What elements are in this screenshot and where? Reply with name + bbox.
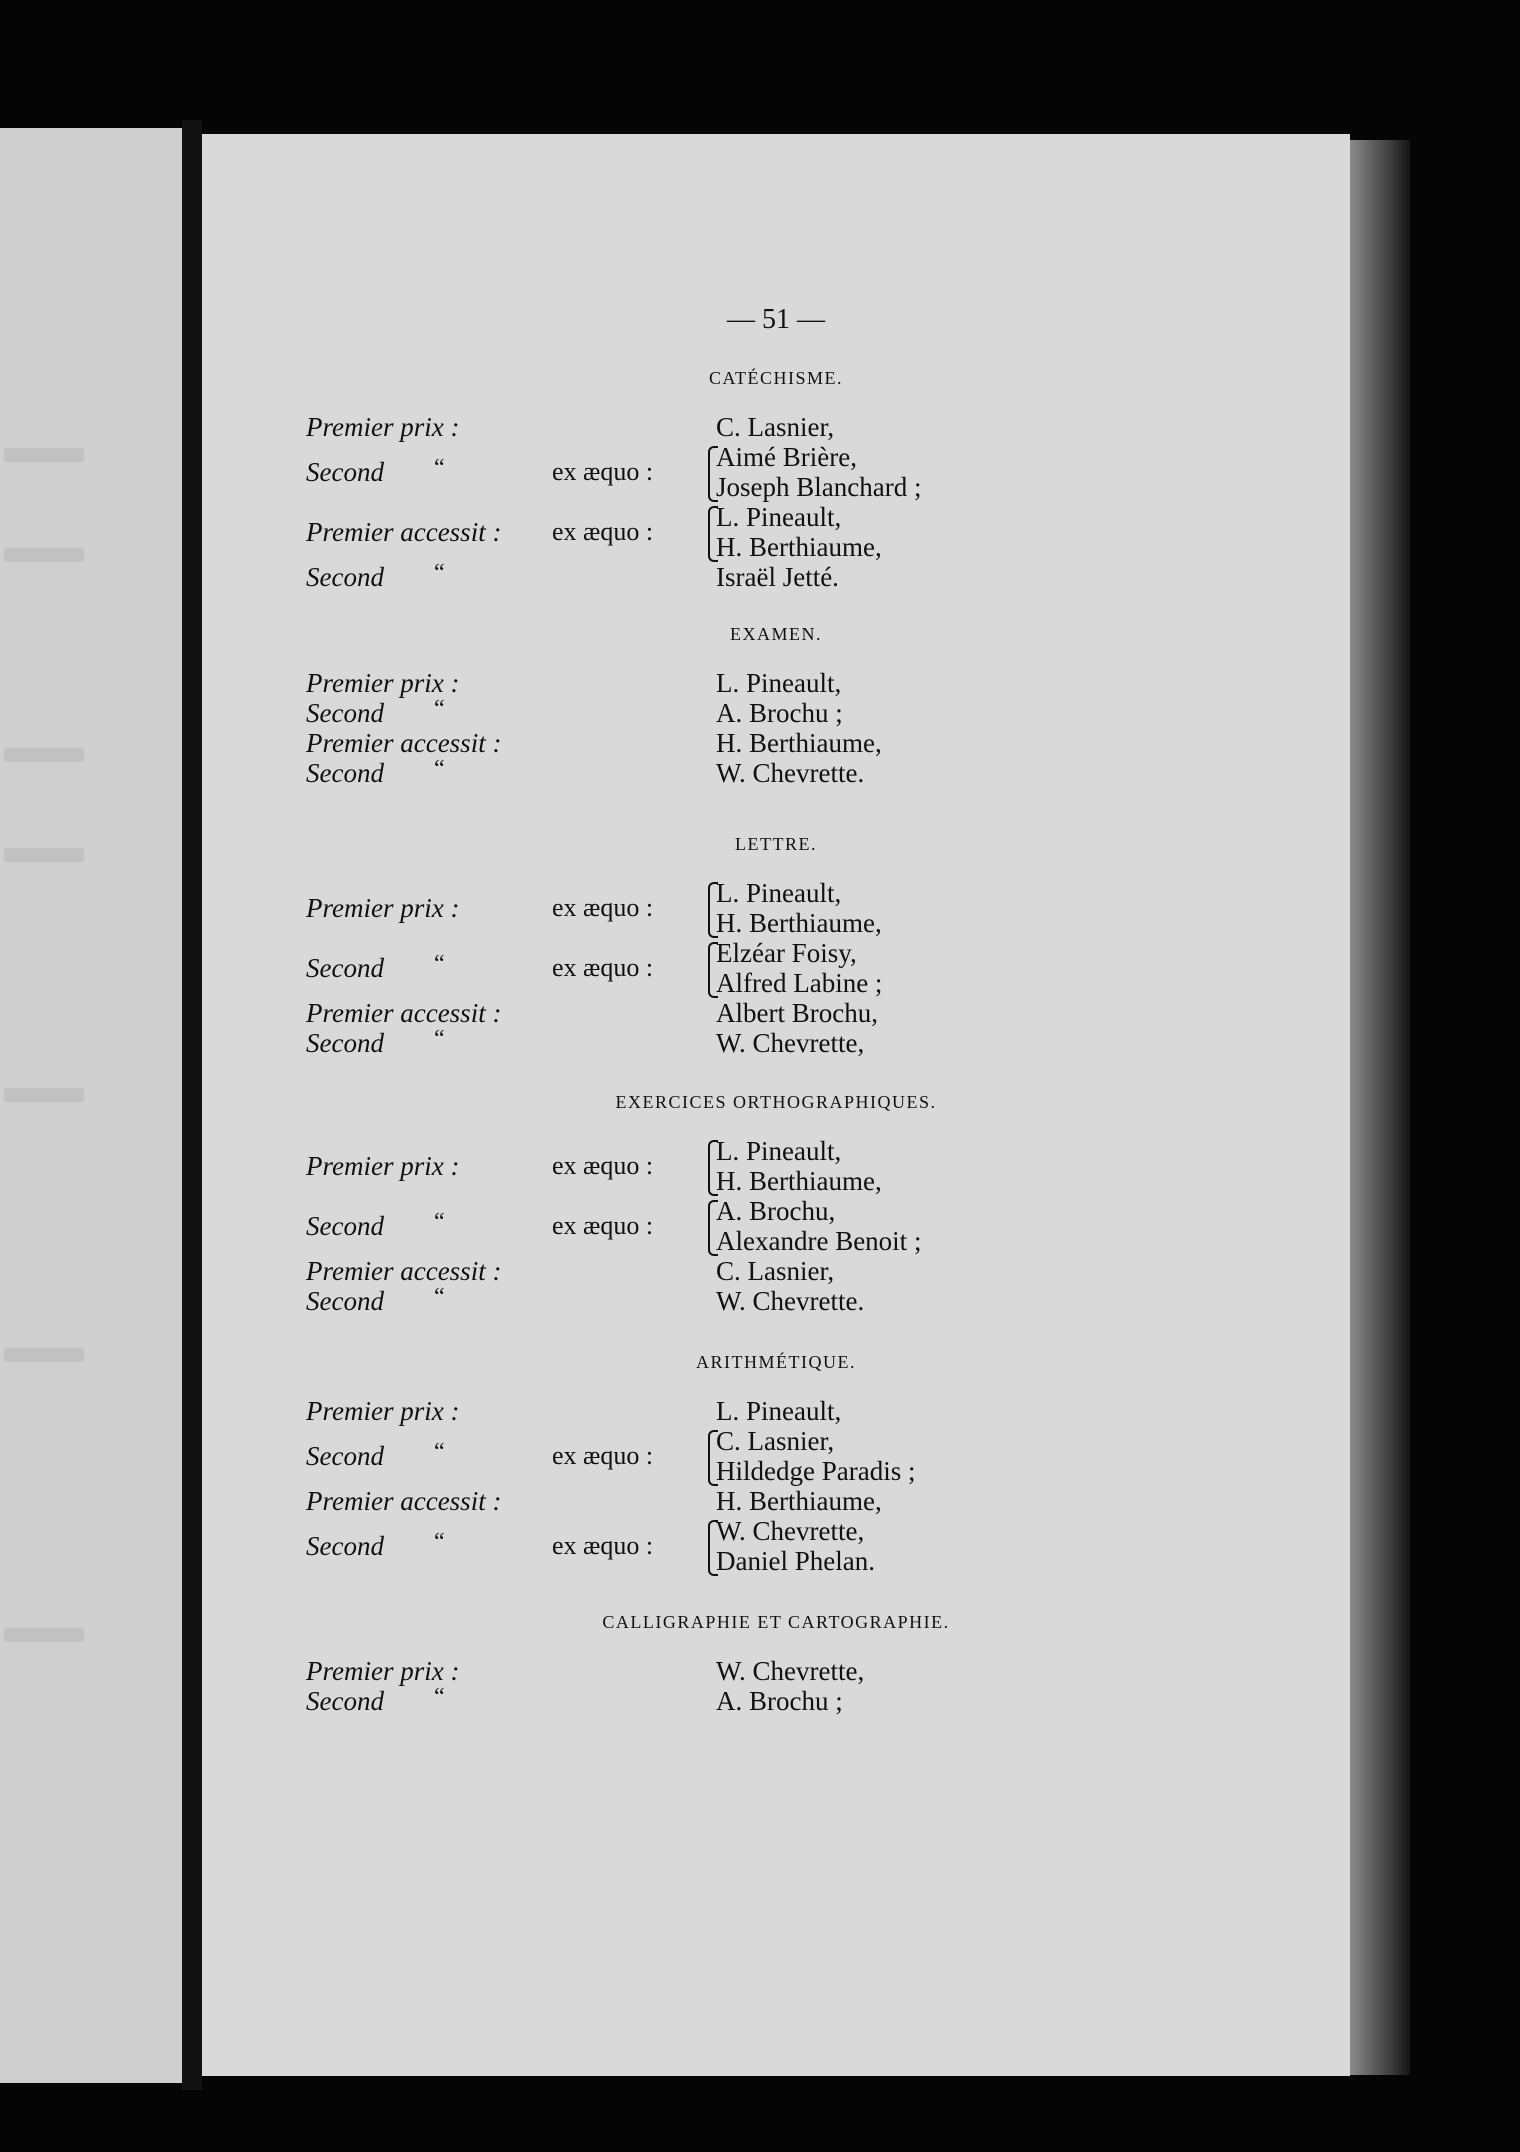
winner-name: L. Pineault, [716, 878, 842, 908]
prize-label: Premier accessit : [306, 728, 502, 758]
ex-aequo-label: ex æquo : [552, 517, 654, 546]
winner-name: Daniel Phelan. [716, 1546, 875, 1576]
prize-label: Second [306, 1531, 384, 1561]
ex-aequo-label: ex æquo : [552, 1441, 654, 1470]
winner-name: L. Pineault, [716, 1396, 842, 1426]
book-gutter [182, 120, 202, 2090]
prize-label: Premier accessit : [306, 1256, 502, 1286]
ex-aequo-label: ex æquo : [552, 457, 654, 486]
ditto-mark: “ [434, 696, 445, 722]
winner-name: C. Lasnier, [716, 1426, 835, 1456]
prize-label: Second [306, 953, 384, 983]
winner-name: W. Chevrette, [716, 1028, 865, 1058]
prize-label: Premier prix : [306, 412, 460, 442]
facing-page-text-fragment [4, 848, 84, 862]
ditto-mark: “ [434, 1209, 445, 1235]
section-title: EXERCICES ORTHOGRAPHIQUES. [615, 1092, 937, 1112]
ex-aequo-label: ex æquo : [552, 953, 654, 982]
winner-name: W. Chevrette, [716, 1516, 865, 1546]
winner-name: H. Berthiaume, [716, 1166, 882, 1196]
winner-name: Hildedge Paradis ; [716, 1456, 916, 1486]
winner-name: Albert Brochu, [716, 998, 878, 1028]
prize-label: Premier prix : [306, 893, 460, 923]
facing-page-text-fragment [4, 1628, 84, 1642]
prize-label: Second [306, 1686, 384, 1716]
ditto-mark: “ [434, 1284, 445, 1310]
prize-label: Premier accessit : [306, 517, 502, 547]
winner-name: L. Pineault, [716, 1136, 842, 1166]
section-title: CALLIGRAPHIE ET CARTOGRAPHIE. [602, 1612, 950, 1632]
ditto-mark: “ [434, 1026, 445, 1052]
winner-name: H. Berthiaume, [716, 1486, 882, 1516]
prize-label: Second [306, 562, 384, 592]
ditto-mark: “ [434, 756, 445, 782]
ditto-mark: “ [434, 1684, 445, 1710]
winner-name: A. Brochu ; [716, 698, 843, 728]
facing-page-text-fragment [4, 1348, 84, 1362]
winner-name: A. Brochu ; [716, 1686, 843, 1716]
winner-name: Joseph Blanchard ; [716, 472, 922, 502]
winner-name: Alexandre Benoit ; [716, 1226, 922, 1256]
winner-name: H. Berthiaume, [716, 908, 882, 938]
section-title: EXAMEN. [730, 624, 822, 644]
prize-label: Premier accessit : [306, 998, 502, 1028]
prize-label: Second [306, 758, 384, 788]
ditto-mark: “ [434, 455, 445, 481]
prize-label: Second [306, 698, 384, 728]
ex-aequo-label: ex æquo : [552, 1211, 654, 1240]
section-title: CATÉCHISME. [708, 368, 843, 388]
winner-name: W. Chevrette. [716, 1286, 865, 1316]
facing-page [0, 128, 182, 2083]
page-number: — 51 — [727, 304, 825, 335]
prize-label: Second [306, 1211, 384, 1241]
ex-aequo-label: ex æquo : [552, 1531, 654, 1560]
prize-label: Second [306, 1286, 384, 1316]
prize-label: Premier prix : [306, 1396, 460, 1426]
section-title: LETTRE. [735, 834, 817, 854]
prize-label: Second [306, 1441, 384, 1471]
ditto-mark: “ [434, 560, 445, 586]
winner-name: A. Brochu, [716, 1196, 836, 1226]
prize-label: Premier prix : [306, 1656, 460, 1686]
winner-name: W. Chevrette. [716, 758, 865, 788]
section-title: ARITHMÉTIQUE. [696, 1352, 856, 1372]
facing-page-text-fragment [4, 548, 84, 562]
book-page [202, 134, 1350, 2076]
prize-label: Second [306, 1028, 384, 1058]
winner-name: Alfred Labine ; [716, 968, 883, 998]
facing-page-text-fragment [4, 748, 84, 762]
winner-name: Elzéar Foisy, [716, 938, 857, 968]
winner-name: L. Pineault, [716, 668, 842, 698]
ex-aequo-label: ex æquo : [552, 893, 654, 922]
page-edge [1350, 140, 1410, 2075]
prize-label: Second [306, 457, 384, 487]
winner-name: Israël Jetté. [716, 562, 839, 592]
winner-name: L. Pineault, [716, 502, 842, 532]
winner-name: H. Berthiaume, [716, 728, 882, 758]
winner-name: C. Lasnier, [716, 412, 835, 442]
ditto-mark: “ [434, 1439, 445, 1465]
winner-name: W. Chevrette, [716, 1656, 865, 1686]
winner-name: H. Berthiaume, [716, 532, 882, 562]
prize-label: Premier prix : [306, 668, 460, 698]
winner-name: C. Lasnier, [716, 1256, 835, 1286]
prize-label: Premier prix : [306, 1151, 460, 1181]
ditto-mark: “ [434, 1529, 445, 1555]
winner-name: Aimé Brière, [716, 442, 857, 472]
prize-label: Premier accessit : [306, 1486, 502, 1516]
ditto-mark: “ [434, 951, 445, 977]
ex-aequo-label: ex æquo : [552, 1151, 654, 1180]
facing-page-text-fragment [4, 1088, 84, 1102]
facing-page-text-fragment [4, 448, 84, 462]
